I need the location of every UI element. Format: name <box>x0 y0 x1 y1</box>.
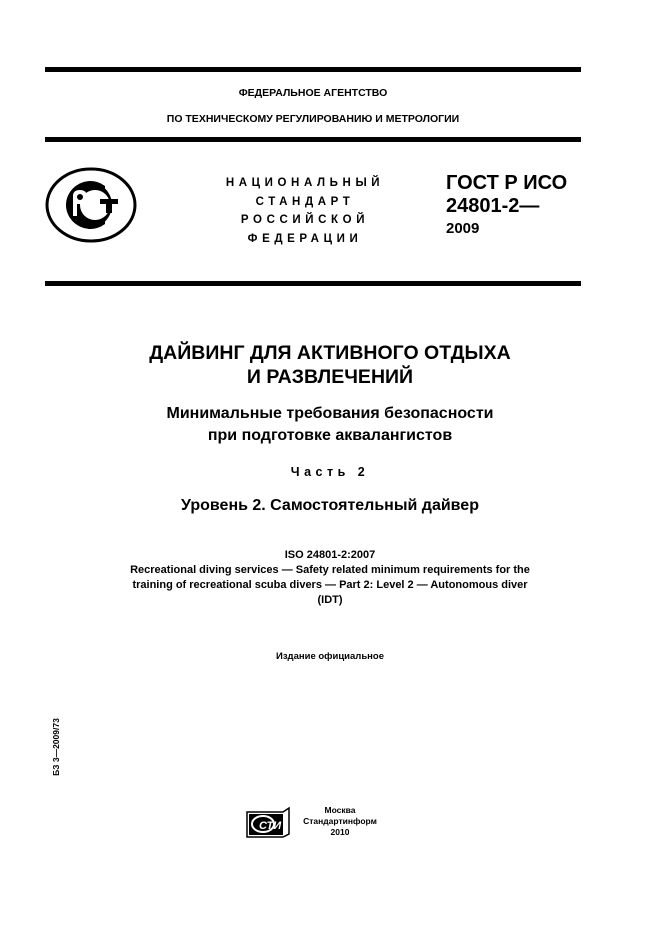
document-title <box>45 341 615 389</box>
title-line-2: И РАЗВЛЕЧЕНИЙ <box>246 366 414 388</box>
national-line-3: РОССИЙСКОЙ <box>240 214 370 227</box>
top-rule <box>45 67 581 72</box>
agency-line-1: ФЕДЕРАЛЬНОЕ АГЕНТСТВО <box>238 87 388 99</box>
designation-line-1: ГОСТ Р ИСО <box>446 172 568 194</box>
svg-text:СТИ: СТИ <box>259 820 282 832</box>
publisher-info <box>290 805 390 838</box>
side-code: БЗ 3—2009/73 <box>51 718 61 776</box>
subtitle-line-1: Минимальные требования безопасности <box>166 405 494 422</box>
designation-year: 2009 <box>446 220 480 237</box>
national-standard-label <box>215 174 395 248</box>
national-line-2: СТАНДАРТ <box>255 195 355 208</box>
document-subtitle <box>45 403 615 447</box>
publisher-year: 2010 <box>330 827 350 837</box>
iso-title-line-3: (IDT) <box>317 594 343 606</box>
subtitle-line-2: при подготовке аквалангистов <box>207 427 453 444</box>
bottom-rule <box>45 281 581 286</box>
agency-line-2: ПО ТЕХНИЧЕСКОМУ РЕГУЛИРОВАНИЮ И МЕТРОЛОГИИ <box>166 113 460 125</box>
standartinform-logo-icon <box>245 806 291 839</box>
national-line-4: ФЕДЕРАЦИИ <box>247 232 363 245</box>
iso-code: ISO 24801-2:2007 <box>284 549 376 561</box>
middle-rule <box>45 137 581 142</box>
iso-title-line-1: Recreational diving services — Safety related minimum requirements for the <box>130 564 530 576</box>
edition-label: Издание официальное <box>276 651 384 662</box>
standard-designation <box>446 172 567 240</box>
iso-title-line-2: training of recreational scuba divers — Part 2: Level 2 — Autonomous diver <box>132 579 528 591</box>
gost-r-certification-mark-icon <box>45 166 137 244</box>
national-line-1: НАЦИОНАЛЬНЫЙ <box>225 177 385 189</box>
publisher-name: Стандартинформ <box>303 816 377 826</box>
publisher-city: Москва <box>324 805 356 815</box>
iso-reference <box>45 548 615 608</box>
part-label: Часть 2 <box>290 465 370 479</box>
title-line-1: ДАЙВИНГ ДЛЯ АКТИВНОГО ОТДЫХА <box>149 342 511 364</box>
designation-line-2: 24801-2— <box>446 195 540 217</box>
level-title: Уровень 2. Самостоятельный дайвер <box>181 497 479 514</box>
